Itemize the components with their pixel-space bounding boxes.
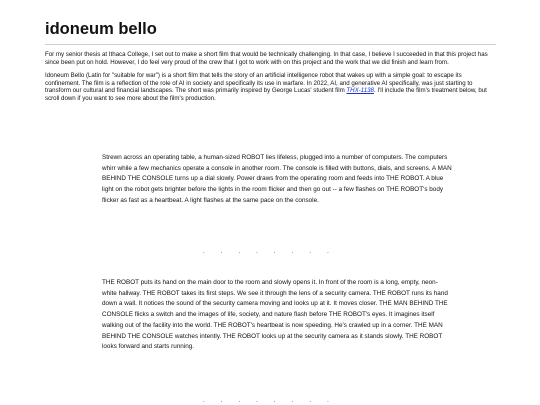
article-header xyxy=(45,18,496,109)
intro-text-before-link: Idoneum Bello (Latin for "suitable for war") is a short film that tells the story of an artificial intelligence robot that wakes up with a simple goal: to escape its confinement. The film is a reflection of the role of AI in society and specifically its use in warfare. In 2022, AI, and generative AI specifically, was just starting to transform our cultural and financial landscapes. The short was primarily inspired by George Lucas' student film xyxy=(45,72,473,95)
page-title: idoneum bello xyxy=(45,20,157,38)
intro-paragraph-1: For my senior thesis at Ithaca College, I set out to make a short film that would be technically challenging. In that case, I believe I succeeded in that this project has since been put on hold. However, I do feel very proud of the crew that I got to work with on this project and the work that we did finish and learn from. xyxy=(45,51,488,66)
thx-1138-link[interactable]: THX-1138 xyxy=(346,87,374,95)
treatment-block-2 xyxy=(102,278,452,353)
treatment-paragraph-1: Strewn across an operating table, a human-sized ROBOT lies lifeless, plugged into a number of computers. The computers whirr while a few mechanics operate a console in another room. The console is filled with buttons, dials, and screens. A MAN BEHIND THE CONSOLE turns up a dial slowly. Power draws from the operating room and feeds into THE ROBOT. A blue light on the robot gets brighter before the lights in the room flicker and then go out -- a few flashes on THE ROBOT's body flicker as fast as a heartbeat. A light flashes at the same pace on the console. xyxy=(102,154,452,204)
section-separator-1: . . . . . . . . xyxy=(202,249,336,255)
treatment-paragraph-2: THE ROBOT puts its hand on the main door to the room and slowly opens it. In front of the room is a long, empty, neon-white hallway. THE ROBOT takes its first steps. We see it through the lens of a security camera. THE ROBOT runs its hand down a wall. It notices the sound of the security camera moving and looks up at it. It moves closer. THE MAN BEHIND THE CONSOLE flicks a switch and the images of life, society, and nature flash before THE ROBOT's eyes. It imagines itself walking out of the facility into the world. THE ROBOT's heartbeat is now speeding. He's crawled up in a corner. THE MAN BEHIND THE CONSOLE watches intently. THE ROBOT looks up at the security camera as it stands slowly. THE ROBOT looks forward and starts running. xyxy=(102,279,448,351)
intro-text-after-link: . I'll include the film's treatment below, but scroll down if you want to see more about the film's production. xyxy=(45,87,487,102)
treatment-block-1 xyxy=(102,153,452,207)
section-separator-2: . . . . . . . . xyxy=(202,398,336,404)
title-divider xyxy=(45,44,496,45)
intro-paragraph-2 xyxy=(45,72,496,102)
